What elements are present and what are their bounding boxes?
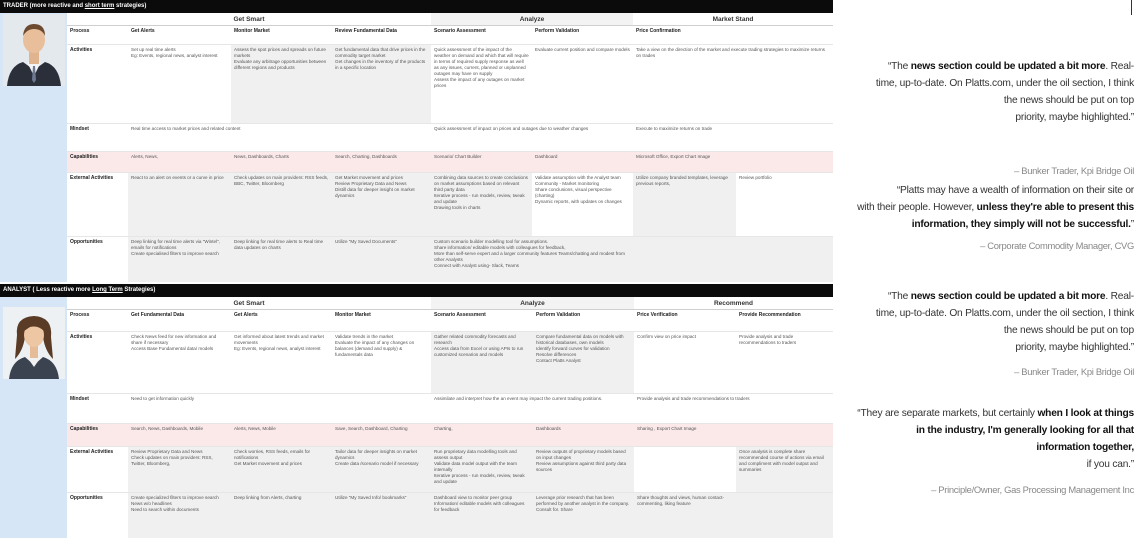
capability-cell: Save, Search, Dashboard, Charting (335, 426, 408, 431)
analyst-journey-map (0, 284, 833, 538)
activity-cell: Confirm view on price impact (637, 334, 696, 339)
external-cell: Combining data sources to create conclusions on market assumptions based on relevant third party data Iterative process - run models, review, tweak and update Drawing tools in charts (431, 173, 532, 236)
analyst-phase-analyze: Analyze (431, 297, 634, 310)
opportunity-cell: Dashboard view to monitor peer group Information/ editable models with colleagues for feedback (431, 493, 533, 538)
quote-line (876, 109, 1134, 126)
quote-segment: information together, (1036, 442, 1134, 453)
analyst-capabilities-row (67, 424, 833, 447)
capability-cell: Alerts, News, Mobile (234, 426, 276, 431)
quote-line (857, 199, 1134, 216)
trader-phase-analyze: Analyze (431, 13, 633, 26)
mindset-cell: Assimilate and interpret how the an event may impact the current trading positions. (434, 396, 603, 401)
process-step: Review Fundamental Data (335, 28, 397, 34)
quote-segment: with their people. However, (857, 202, 977, 213)
external-cell: Run proprietary data modelling tools and assess output Validate data model output with the team internally Iterative process - run models, review, tweak and update (431, 447, 533, 492)
external-cell: Once analysis is complete share recommended course of actions via email and compliment with model output and summaries (736, 447, 833, 492)
quote-2-attribution: – Corporate Commodity Manager, CVG (980, 240, 1134, 251)
quote-segment: “The (887, 61, 911, 72)
opportunity-cell: Deep linking for real time alerts via "Wintel", emails for notifications Create specialised filters to improve search (128, 237, 231, 282)
quote-segment: priority, maybe highlighted.” (1015, 342, 1134, 353)
quote-line (876, 339, 1134, 356)
quote-segment: the news should be put on top (1003, 325, 1134, 336)
quote-segment: “The (887, 291, 911, 302)
quote-segment: . Real- (1105, 291, 1134, 302)
activity-cell: Gather related commodity forecasts and research Access data from Excel or using APIs to run customized scenarios and models (431, 332, 533, 393)
activity-cell: Assess the spot prices and spreads on future markets Evaluate any arbitrage opportunities between different regions and products (231, 45, 332, 123)
quote-line (876, 75, 1134, 92)
row-label: Capabilities (70, 426, 99, 432)
quote-segment: in the industry, I'm generally looking for all that (916, 425, 1134, 436)
external-cell: Check updates on main providers: RSS feeds, BBC, Twitter, Bloomberg (231, 173, 332, 236)
quote-segment: information, they simply will not be successful. (911, 219, 1131, 230)
capability-cell: Microsoft Office, Export Chart Image (636, 154, 711, 159)
analyst-grid (67, 297, 833, 538)
analyst-activities-row (67, 332, 833, 394)
capability-cell: Search, Charting, Dashboards (335, 154, 397, 159)
row-label: Opportunities (70, 495, 103, 501)
quote-segment: “Platts may have a wealth of information on their site or (896, 185, 1134, 196)
quote-line (876, 305, 1134, 322)
analyst-banner: ANALYST ( Less reactive more Long Term Strategies) (0, 284, 833, 297)
external-cell: Check worries, RSS feeds, emails for notifications Get Market movement and prices (231, 447, 332, 492)
row-label: Activities (70, 334, 93, 340)
analyst-photo (3, 307, 65, 379)
row-label: Mindset (70, 396, 89, 402)
analyst-persona-column (0, 297, 67, 538)
capability-cell: Sharing , Export Chart Image (637, 426, 697, 431)
row-label: External Activities (70, 175, 114, 181)
quote-line (876, 92, 1134, 109)
activity-cell: Quick assessment of the impact of the weather on demand and which that will require in terms of required supply response as well as any issues, current, planned or unplanned outages may have on supply Assess the impact of any outages on market prices (434, 47, 529, 88)
analyst-process-row (67, 310, 833, 332)
quote-segment: ” (1130, 219, 1134, 230)
quote-line (857, 182, 1134, 199)
quote-line (857, 422, 1134, 439)
process-step: Scenario Assessment (434, 28, 486, 34)
quote-segment: news section could be updated a bit more (910, 61, 1106, 72)
trader-photo (3, 14, 65, 86)
activity-cell: Set up real time alerts Eg: Events, regional news, analyst interest (131, 47, 218, 58)
row-label: Capabilities (70, 154, 99, 160)
trader-banner: TRADER (more reactive and short term strategies) (0, 0, 833, 13)
trader-phase-market-stand: Market Stand (633, 13, 833, 26)
opportunity-cell: Leverage prior research that has been performed by another analyst in the company. Consult for. Share (533, 493, 634, 538)
external-cell: Validate assumption with the Analyst team Community - Market monitoring Share conclusions, visual perspective (charting) Dynamic reports, with updates on changes (535, 175, 622, 204)
opportunity-cell: Share thoughts and views, human contact- commenting, liking feature (634, 493, 736, 538)
process-step: Price Confirmation (636, 28, 681, 34)
analyst-phase-get-smart: Get Smart (67, 297, 431, 310)
quote-segment: news section could be updated a bit more (910, 291, 1106, 302)
activity-cell: Take a view on the direction of the market and execute trading strategies to maximize returns on trades (636, 47, 825, 58)
row-label: Activities (70, 47, 93, 53)
opportunity-cell-empty (633, 237, 833, 282)
activity-cell: Get fundamental data that drive prices in the commodity target market Get changes in the inventory of the products in a specific location (332, 45, 431, 123)
trader-persona-column (0, 13, 67, 282)
row-label: Mindset (70, 126, 89, 132)
opportunity-cell: Utilize "My Saved Documents" (332, 237, 431, 282)
activity-cell: Provide analysis and trade recommendations to traders (739, 334, 797, 345)
capability-cell: Alerts, News, (131, 154, 159, 159)
corner-mark (1131, 0, 1132, 15)
quote-line (857, 439, 1134, 456)
quote-segment: the news should be put on top (1003, 95, 1134, 106)
quote-line (857, 456, 1134, 473)
quote-line (876, 58, 1134, 75)
quote-segment: time, up-to-date. On Platts.com, under the oil section, I think (875, 308, 1134, 319)
row-label: Opportunities (70, 239, 103, 245)
mindset-cell: Need to get information quickly (131, 396, 195, 401)
mindset-cell: Provide analysis and trade recommendations to traders (637, 396, 750, 401)
activity-cell: Compare fundamental data on models with historical databases, own models Identify forward curves for validation Resolve differences Contact Platts Analyst (533, 332, 634, 393)
row-label: Process (70, 312, 90, 318)
mindset-cell: Quick assessment of impact on prices and outages due to weather changes (434, 126, 589, 131)
capability-cell: News, Dashboards, Charts (234, 154, 289, 159)
external-cell: Utilize company branded templates, leverage previous reports, (633, 173, 736, 236)
process-step: Monitor Market (335, 312, 371, 318)
quote-segment: when I look at things (1037, 408, 1134, 419)
process-step: Get Alerts (234, 312, 258, 318)
opportunity-cell: Utilize "My Saved Info/ bookmarks" (332, 493, 431, 538)
quote-4-attribution: – Principle/Owner, Gas Processing Management Inc (931, 484, 1134, 495)
process-step: Monitor Market (234, 28, 270, 34)
capability-cell-empty (736, 424, 833, 446)
external-cell: Review portfolio (739, 175, 772, 180)
quote-line (876, 288, 1134, 305)
process-step: Price Verification (637, 312, 678, 318)
opportunity-cell: Deep linking for real time alerts to Real time data updates on charts (231, 237, 332, 282)
mindset-cell: Execute to maximize returns on trade (636, 126, 713, 131)
process-step: Get Fundamental Data (131, 312, 185, 318)
quote-line (857, 405, 1134, 422)
trader-external-row (67, 173, 833, 237)
quote-segment: “They are separate markets, but certainly (857, 408, 1038, 419)
quote-1 (876, 58, 1134, 126)
process-step: Scenario Assessment (434, 312, 486, 318)
capability-cell: Scenario/ Chart Builder (434, 154, 482, 159)
analyst-mindset-row (67, 394, 833, 424)
analyst-external-row (67, 447, 833, 493)
quote-1-attribution: – Bunker Trader, Kpi Bridge Oil (1014, 165, 1134, 176)
analyst-phase-recommend: Recommend (634, 297, 833, 310)
trader-journey-map (0, 0, 833, 282)
quote-line (876, 322, 1134, 339)
quote-line (857, 216, 1134, 233)
quote-segment: if you can.” (1086, 459, 1134, 470)
opportunity-cell: Custom scenario builder modelling tool for assumptions. Share information/ editable models with colleagues for feedback, More than self-serve expert and a larger community features Teams/chatting and modest from other Analysts Connect with Analyst using- Slack, Teams (431, 237, 633, 282)
mindset-cell: Real time access to market prices and related content (131, 126, 241, 131)
quote-segment: . Real- (1105, 61, 1134, 72)
capability-cell: Dashboard (535, 154, 558, 159)
process-step: Get Alerts (131, 28, 155, 34)
trader-capabilities-row (67, 152, 833, 173)
process-step: Perform Validation (535, 28, 580, 34)
opportunity-cell-empty (736, 493, 833, 538)
trader-process-row (67, 26, 833, 45)
activity-cell: Check News feed for new information and share if necessary Access Base Fundamental data/ models (131, 334, 217, 351)
quote-3-attribution: – Bunker Trader, Kpi Bridge Oil (1014, 366, 1134, 377)
activity-cell: Evaluate current position and compare models (535, 47, 630, 52)
external-cell: React to an alert on events or a curve in price (128, 173, 231, 236)
opportunity-cell: Create specialized filters to improve search News w/o headlines Need to search within documents (128, 493, 231, 538)
activity-cell: Get informed about latest trends and market movements Eg: Events, regional news, analyst interest (234, 334, 324, 351)
external-cell: Get Market movement and prices Review Proprietary Data and News Distill data for deeper insight on market dynamics (332, 173, 431, 236)
external-cell: Review Proprietary Data and News Check updates on main providers: RSS, Twitter, Bloomberg, (128, 447, 231, 492)
process-step: Perform Validation (536, 312, 581, 318)
capability-cell: Charting, (434, 426, 453, 431)
process-step: Provide Recommendation (739, 312, 801, 318)
trader-opportunities-row (67, 237, 833, 282)
trader-grid (67, 13, 833, 282)
activity-cell: Validate trends in the market Evaluate the impact of any changes on balances (demand and supply) & fundamentals data (335, 334, 415, 357)
opportunity-cell: Deep linking from Alerts, charting (231, 493, 332, 538)
capability-cell: Dashboards (536, 426, 561, 431)
capability-cell: Search, News, Dashboards, Mobile (131, 426, 204, 431)
external-cell (634, 447, 736, 492)
quote-segment: unless they're able to present this (976, 202, 1134, 213)
quote-segment: time, up-to-date. On Platts.com, under the oil section, I think (875, 78, 1134, 89)
external-cell: Review outputs of proprietary models based on input changes Review assumptions against third party data sources (533, 447, 634, 492)
external-cell: Tailor data for deeper insights on market dynamics Create data /scenario model if necessary (332, 447, 431, 492)
trader-phase-get-smart: Get Smart (67, 13, 431, 26)
quote-4 (857, 405, 1134, 473)
analyst-opportunities-row (67, 493, 833, 538)
row-label: External Activities (70, 449, 114, 455)
quote-2 (857, 182, 1134, 233)
quote-3 (876, 288, 1134, 356)
quote-segment: priority, maybe highlighted.” (1015, 112, 1134, 123)
trader-activities-row (67, 45, 833, 124)
row-label: Process (70, 28, 90, 34)
trader-mindset-row (67, 124, 833, 152)
